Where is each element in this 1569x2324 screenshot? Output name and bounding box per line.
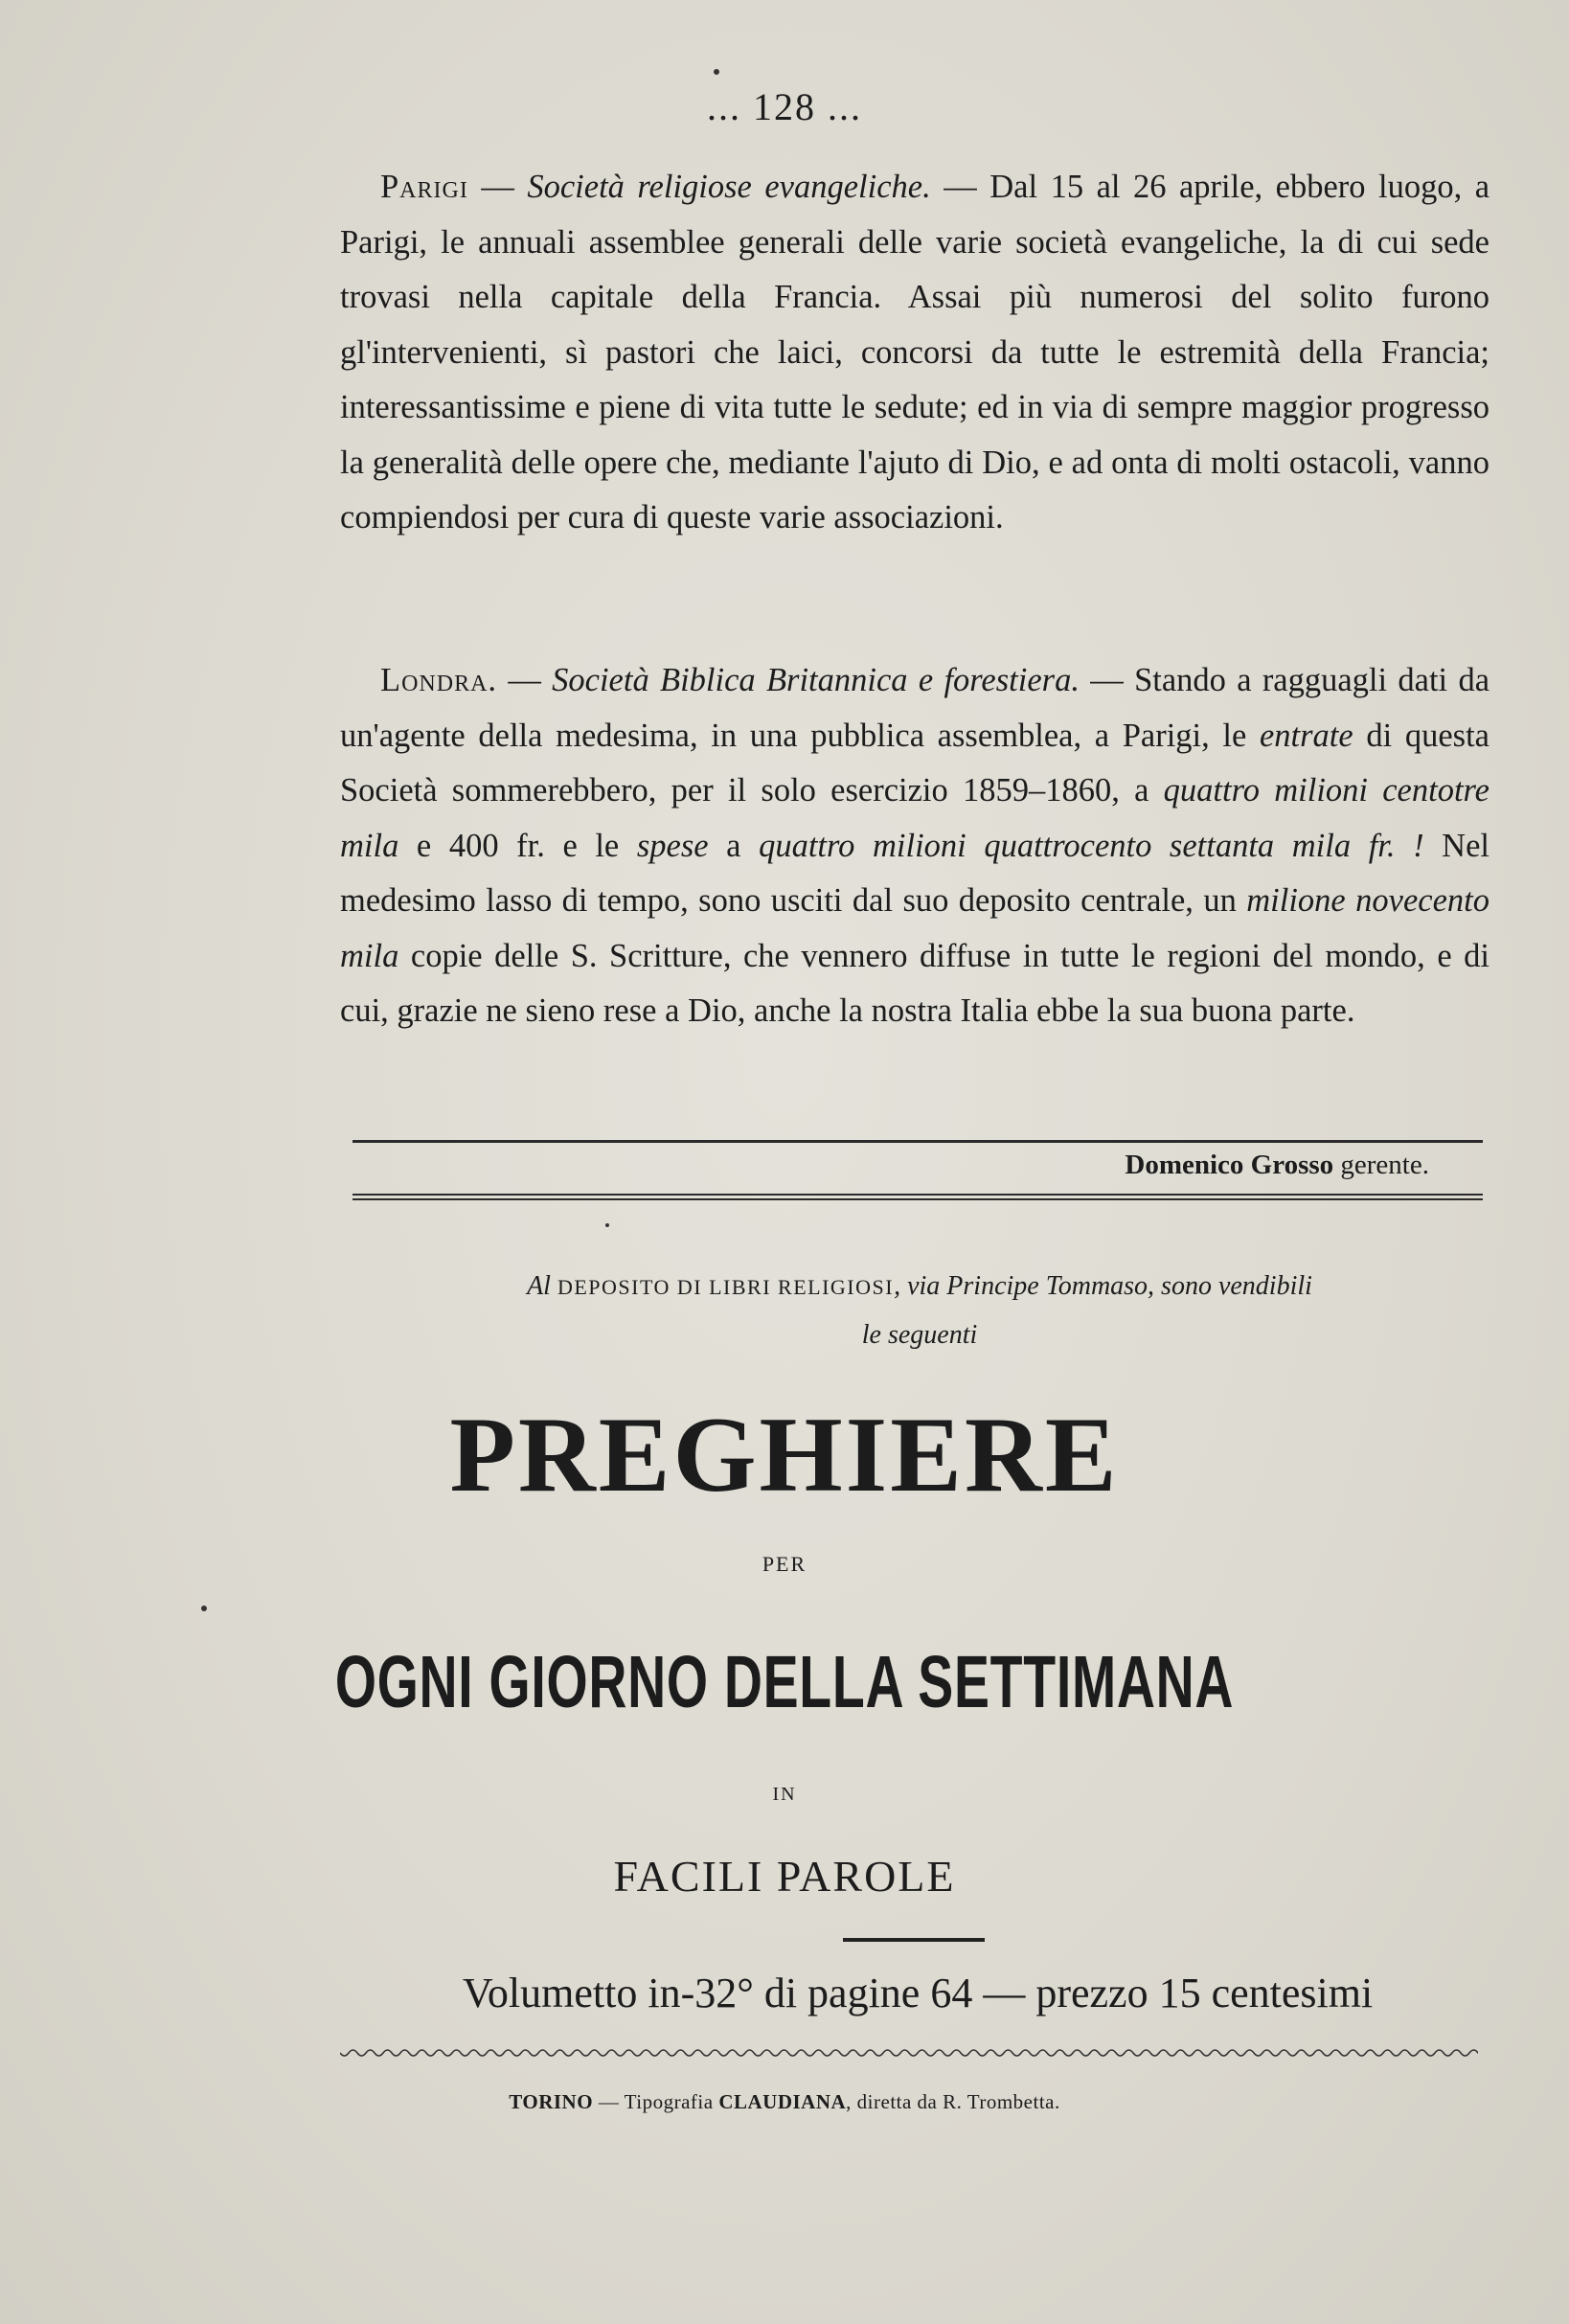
advert-short-rule — [843, 1938, 985, 1942]
printer-dash: — Tipografia — [593, 2090, 719, 2113]
advert-intro-deposito: DEPOSITO DI LIBRI RELIGIOSI — [557, 1275, 895, 1299]
page-number: ... 128 ... — [707, 85, 862, 128]
separator: — — [467, 169, 528, 205]
article-london — [340, 653, 1489, 1039]
divider-double — [352, 1194, 1483, 1200]
article-emphasis: entrate — [1259, 717, 1353, 754]
printer-name: CLAUDIANA — [718, 2090, 847, 2113]
advert-intro-tail: le seguenti — [861, 1320, 978, 1350]
advert-title: PREGHIERE — [449, 1396, 1120, 1515]
separator: — — [1079, 662, 1135, 698]
ink-speck — [714, 69, 719, 75]
wavy-divider — [340, 2045, 1478, 2061]
advert-in: IN — [772, 1784, 797, 1805]
article-emphasis: spese — [636, 827, 709, 864]
printer-city: TORINO — [509, 2090, 594, 2113]
article-text: di questa Società sommerebbero, per il solo esercizio 1859–1860, a — [340, 717, 1489, 809]
divider-top — [352, 1140, 1483, 1143]
article-body: Dal 15 al 26 aprile, ebbero luogo, a Parigi, le annuali assemblee generali delle varie società evangeliche, la di cui sede trovasi nella capitale della Francia. Assai più numerosi del solito furono gl'intervenienti, sì pastori che laici, concorsi da tutte le estremità della Francia; interessantissime e piene di vita tutte le sedute; ed in via di sempre maggior progresso la generalità delle opere che, mediante l'ajuto di Dio, e ad onta di molti ostacoli, vanno compiendosi per cura di queste varie associazioni. — [340, 169, 1490, 535]
article-paragraph — [340, 653, 1489, 1039]
article-text: Nel medesimo lasso di tempo, sono usciti dal suo deposito centrale, un — [340, 827, 1489, 919]
article-text: copie delle S. Scritture, che vennero diffuse in tutte le regioni del mondo, e di cui, grazie ne sieno rese a Dio, anche la nostra Italia ebbe la sua buona parte. — [340, 937, 1489, 1029]
article-text: Stando a ragguagli dati da un'agente della medesima, in una pubblica assemblea, a Parigi, le — [340, 662, 1490, 754]
advert-intro — [412, 1263, 1427, 1359]
article-subject: Società Biblica Britannica e forestiera. — [552, 662, 1080, 698]
article-subject: Società religiose evangeliche. — [527, 169, 931, 205]
printer-imprint — [0, 2090, 1569, 2114]
ink-speck — [605, 1223, 609, 1227]
advert-intro-al: Al — [527, 1271, 551, 1301]
article-text: a — [708, 827, 760, 864]
article-emphasis: quattro milioni quattrocento settanta mila fr. ! — [759, 827, 1424, 864]
advert-price-line: Volumetto in-32° di pagine 64 — prezzo 15 centesimi — [462, 1970, 1374, 2016]
article-paris — [340, 160, 1489, 546]
article-text: e 400 fr. e le — [398, 827, 637, 864]
separator: — — [930, 169, 990, 205]
manager-name: Domenico Grosso — [1125, 1150, 1334, 1180]
article-paragraph — [340, 160, 1489, 546]
manager-role: gerente. — [1340, 1150, 1429, 1180]
article-place: Londra. — [380, 662, 498, 698]
article-emphasis: milione novecento mila — [340, 882, 1489, 974]
advert-per: PER — [762, 1552, 807, 1576]
advert-intro-via: , via Principe Tommaso, sono vendibili — [894, 1271, 1312, 1301]
separator: — — [497, 662, 553, 698]
advert-facili: FACILI PAROLE — [613, 1852, 956, 1901]
advert-days-title: OGNI GIORNO DELLA SETTIMANA — [334, 1641, 1235, 1723]
printer-directed: , diretta da R. Trombetta. — [846, 2090, 1060, 2113]
manager-signature — [1125, 1150, 1429, 1181]
article-emphasis: quattro milioni centotre mila — [340, 772, 1489, 864]
article-place: Parigi — [380, 169, 468, 205]
ink-speck — [201, 1606, 207, 1611]
